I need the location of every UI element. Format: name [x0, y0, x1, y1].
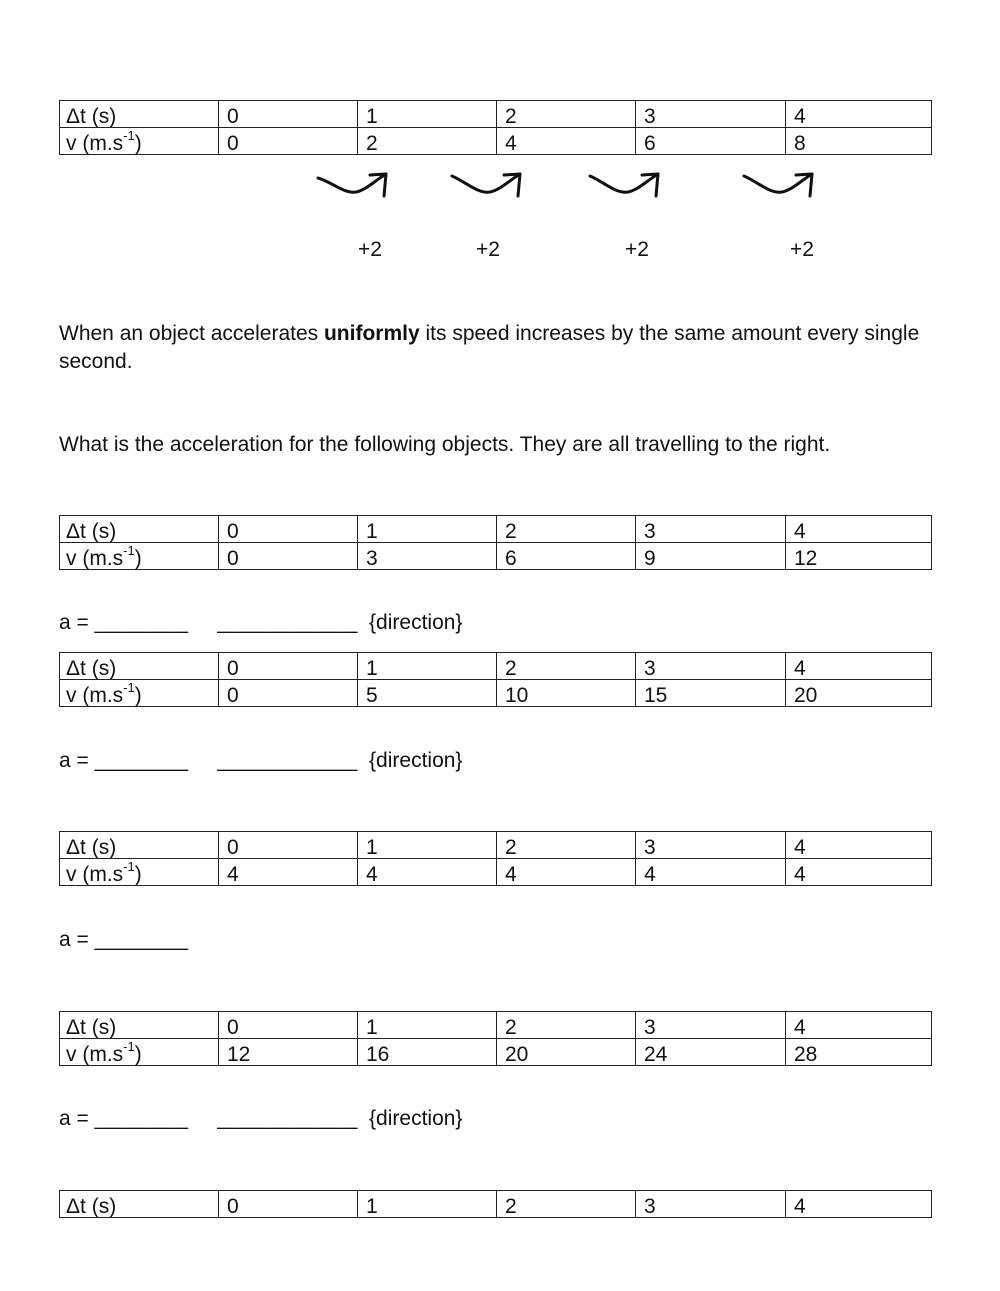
data-table-5 — [59, 1190, 932, 1218]
data-table-2 — [59, 652, 932, 707]
velocity-label: v $(m.s^{-1})$ — [60, 680, 219, 707]
table-cell: 3 — [636, 1012, 786, 1039]
table-row — [60, 101, 932, 128]
increment-label: +2 — [358, 238, 382, 261]
table-cell: 3 — [636, 101, 786, 128]
table-cell: 1 — [358, 516, 497, 543]
table-cell: 24 — [636, 1039, 786, 1066]
time-label: Δt (s) — [60, 832, 219, 859]
table-row — [60, 1191, 932, 1218]
table-cell: 2 — [358, 128, 497, 155]
table-cell: 4 — [786, 1191, 932, 1218]
table-cell: 15 — [636, 680, 786, 707]
velocity-label: v $(m.s^{-1})$ — [60, 128, 219, 155]
table-row — [60, 859, 932, 886]
table-cell: 0 — [219, 543, 358, 570]
table-cell: 4 — [786, 516, 932, 543]
table-cell: 2 — [497, 101, 636, 128]
time-label: Δt (s) — [60, 1191, 219, 1218]
increment-label: +2 — [476, 238, 500, 261]
table-cell: 0 — [219, 101, 358, 128]
answer-line[interactable]: a = ________ ____________ {direction} — [59, 1107, 463, 1130]
answer-line[interactable]: a = ________ ____________ {direction} — [59, 749, 463, 772]
table-cell: 2 — [497, 1191, 636, 1218]
table-cell: 4 — [786, 859, 932, 886]
table-cell: 6 — [497, 543, 636, 570]
table-cell: 1 — [358, 1191, 497, 1218]
velocity-label: v $(m.s^{-1})$ — [60, 1039, 219, 1066]
table-row — [60, 653, 932, 680]
table-cell: 9 — [636, 543, 786, 570]
table-row — [60, 128, 932, 155]
curved-arrow-icon — [586, 168, 666, 204]
table-cell: 4 — [497, 128, 636, 155]
table-row — [60, 1039, 932, 1066]
table-cell: 1 — [358, 653, 497, 680]
table-row — [60, 1012, 932, 1039]
table-cell: 28 — [786, 1039, 932, 1066]
data-table-3 — [59, 831, 932, 886]
table-cell: 20 — [786, 680, 932, 707]
table-cell: 8 — [786, 128, 932, 155]
increment-label: +2 — [625, 238, 649, 261]
table-row — [60, 832, 932, 859]
question-text: What is the acceleration for the following objects. They are all travelling to the right. — [59, 433, 831, 456]
table-cell: 0 — [219, 516, 358, 543]
time-label: Δt (s) — [60, 516, 219, 543]
table-cell: 0 — [219, 680, 358, 707]
time-label: Δt (s) — [60, 1012, 219, 1039]
curved-arrow-icon — [740, 168, 820, 204]
curved-arrow-icon — [314, 168, 394, 204]
table-cell: 1 — [358, 101, 497, 128]
table-cell: 0 — [219, 1191, 358, 1218]
emphasis-word: uniformly — [323, 322, 420, 345]
increment-label: +2 — [790, 238, 814, 261]
table-cell: 2 — [497, 832, 636, 859]
answer-line[interactable]: a = ________ ____________ {direction} — [59, 611, 463, 634]
table-cell: 2 — [497, 653, 636, 680]
table-cell: 5 — [358, 680, 497, 707]
table-cell: 3 — [636, 1191, 786, 1218]
intro-paragraph: When an object accelerates uniformly its speed increases by the same amount every single second. — [59, 322, 920, 373]
velocity-label: v $(m.s^{-1})$ — [60, 859, 219, 886]
table-row — [60, 680, 932, 707]
table-cell: 3 — [636, 832, 786, 859]
table-cell: 0 — [219, 653, 358, 680]
table-cell: 3 — [636, 516, 786, 543]
table-cell: 10 — [497, 680, 636, 707]
time-label: Δt (s) — [60, 101, 219, 128]
data-table-4 — [59, 1011, 932, 1066]
table-cell: 4 — [358, 859, 497, 886]
table-cell: 16 — [358, 1039, 497, 1066]
curved-arrow-icon — [448, 168, 528, 204]
table-cell: 4 — [786, 653, 932, 680]
table-cell: 2 — [497, 516, 636, 543]
table-cell: 4 — [497, 859, 636, 886]
table-row — [60, 543, 932, 570]
example-table — [59, 100, 932, 155]
table-cell: 4 — [636, 859, 786, 886]
table-cell: 0 — [219, 128, 358, 155]
data-table-1 — [59, 515, 932, 570]
answer-line[interactable]: a = ________ — [59, 928, 189, 951]
velocity-label: v $(m.s^{-1})$ — [60, 543, 219, 570]
table-cell: 2 — [497, 1012, 636, 1039]
table-cell: 12 — [219, 1039, 358, 1066]
table-cell: 3 — [636, 653, 786, 680]
table-cell: 0 — [219, 832, 358, 859]
table-cell: 1 — [358, 1012, 497, 1039]
table-cell: 0 — [219, 1012, 358, 1039]
table-cell: 12 — [786, 543, 932, 570]
table-cell: 1 — [358, 832, 497, 859]
table-cell: 4 — [786, 1012, 932, 1039]
table-cell: 20 — [497, 1039, 636, 1066]
table-cell: 6 — [636, 128, 786, 155]
table-cell: 3 — [358, 543, 497, 570]
table-cell: 4 — [786, 101, 932, 128]
table-row — [60, 516, 932, 543]
time-label: Δt (s) — [60, 653, 219, 680]
table-cell: 4 — [786, 832, 932, 859]
table-cell: 4 — [219, 859, 358, 886]
